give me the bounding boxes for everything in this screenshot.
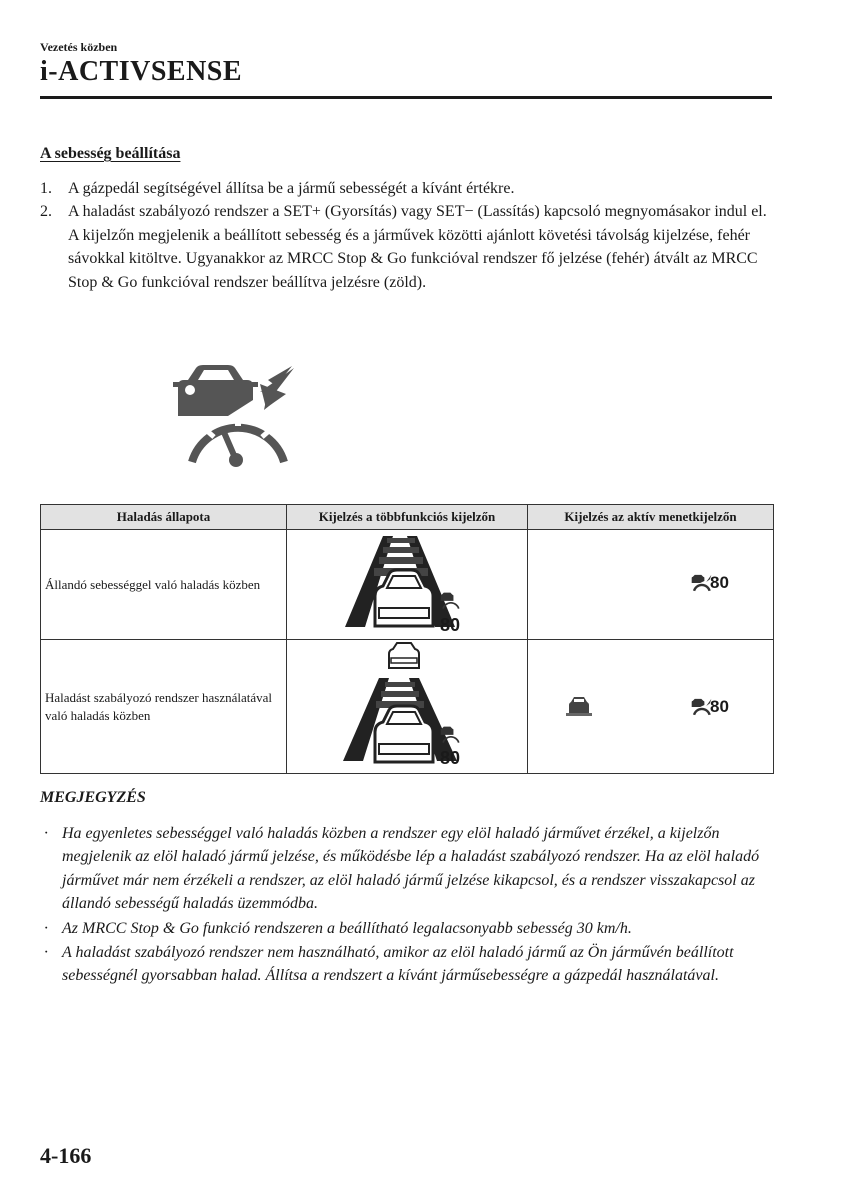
step-text: A haladást szabályozó rendszer a SET+ (Gyorsítás) vagy SET− (Lassítás) kapcsoló megnyomásakor indul el. (68, 203, 767, 221)
multifunction-display-cell (287, 530, 528, 640)
mrcc-set-icon (168, 364, 298, 468)
indicator-speed: 80 (710, 573, 729, 592)
indicator-speed: 80 (710, 697, 729, 716)
mrcc-small-icon (690, 574, 712, 592)
page-number: 4-166 (40, 1143, 92, 1168)
active-driving-display-cell (528, 530, 774, 640)
subheading: A sebesség beállítása (40, 145, 181, 162)
table-row (41, 530, 774, 640)
display-speed: 80 (440, 748, 461, 768)
step-text: A kijelzőn megjelenik a beállított sebesség és a járművek közötti ajánlott követési távolság kijelzése, fehér sávokkal kitöltve. Ugyanakkor az MRCC Stop & Go funkcióval rendszer fő jelzése (fehér) átvált az MRCC Stop & Go funkcióval rendszer beállítva jelzésre (zöld). (68, 226, 758, 291)
row-label: Állandó sebességgel való haladás közben (41, 530, 287, 640)
column-header: Kijelzés az aktív menetkijelzőn (528, 505, 774, 530)
step-number: 1. (40, 180, 52, 197)
bullet: · (44, 825, 48, 842)
section-label: Vezetés közben (40, 40, 118, 54)
note-item (40, 917, 780, 940)
note-item (40, 822, 780, 916)
notes-list (40, 822, 780, 989)
column-header: Haladás állapota (41, 505, 287, 530)
title-divider (40, 96, 772, 99)
mrcc-small-icon (690, 698, 712, 716)
mrcc-small-icon (441, 593, 459, 609)
table-row (41, 640, 774, 774)
column-header: Kijelzés a többfunkciós kijelzőn (287, 505, 528, 530)
note-text: A haladást szabályozó rendszer nem használható, amikor az elöl haladó jármű az Ön járművén beállított sebességnél gyorsabban halad. Állítsa a rendszert a kívánt járműsebességre a gázpedál használatával. (62, 944, 734, 985)
active-driving-display-cell (528, 640, 774, 774)
note-item (40, 941, 780, 988)
steps-list (40, 177, 780, 294)
note-heading: MEGJEGYZÉS (40, 789, 146, 806)
lane-display-icon (287, 530, 527, 638)
mrcc-small-icon (441, 727, 459, 743)
lead-vehicle-icon (389, 643, 419, 668)
step-item (40, 200, 780, 294)
status-table (40, 504, 774, 774)
step-number: 2. (40, 203, 52, 221)
step-item (40, 177, 780, 200)
step-text: A gázpedál segítségével állítsa be a jármű sebességét a kívánt értékre. (68, 180, 515, 197)
lane-display-icon (287, 640, 527, 772)
lead-vehicle-icon (566, 696, 592, 716)
row-label: Haladást szabályozó rendszer használatával való haladás közben (41, 640, 287, 774)
bullet: · (44, 919, 48, 937)
note-text: Az MRCC Stop & Go funkció rendszeren a beállítható legalacsonyabb sebesség 30 km/h. (62, 919, 632, 937)
multifunction-display-cell (287, 640, 528, 774)
note-text: Ha egyenletes sebességgel való haladás közben a rendszer egy elöl haladó járművet érzékel, a kijelzőn megjelenik az elöl haladó jármű jelzése, és működésbe lép a haladást szabályozó rendszer. Ha az elöl haladó járművet már nem érzékeli a rendszer, az elöl haladó jármű jelzése kikapcsol, és a rendszer visszakapcsol az állandó sebességű haladás üzemmódba. (62, 825, 760, 913)
display-speed: 80 (440, 615, 461, 635)
chapter-title: i-ACTIVSENSE (40, 56, 243, 87)
bullet: · (44, 944, 48, 962)
